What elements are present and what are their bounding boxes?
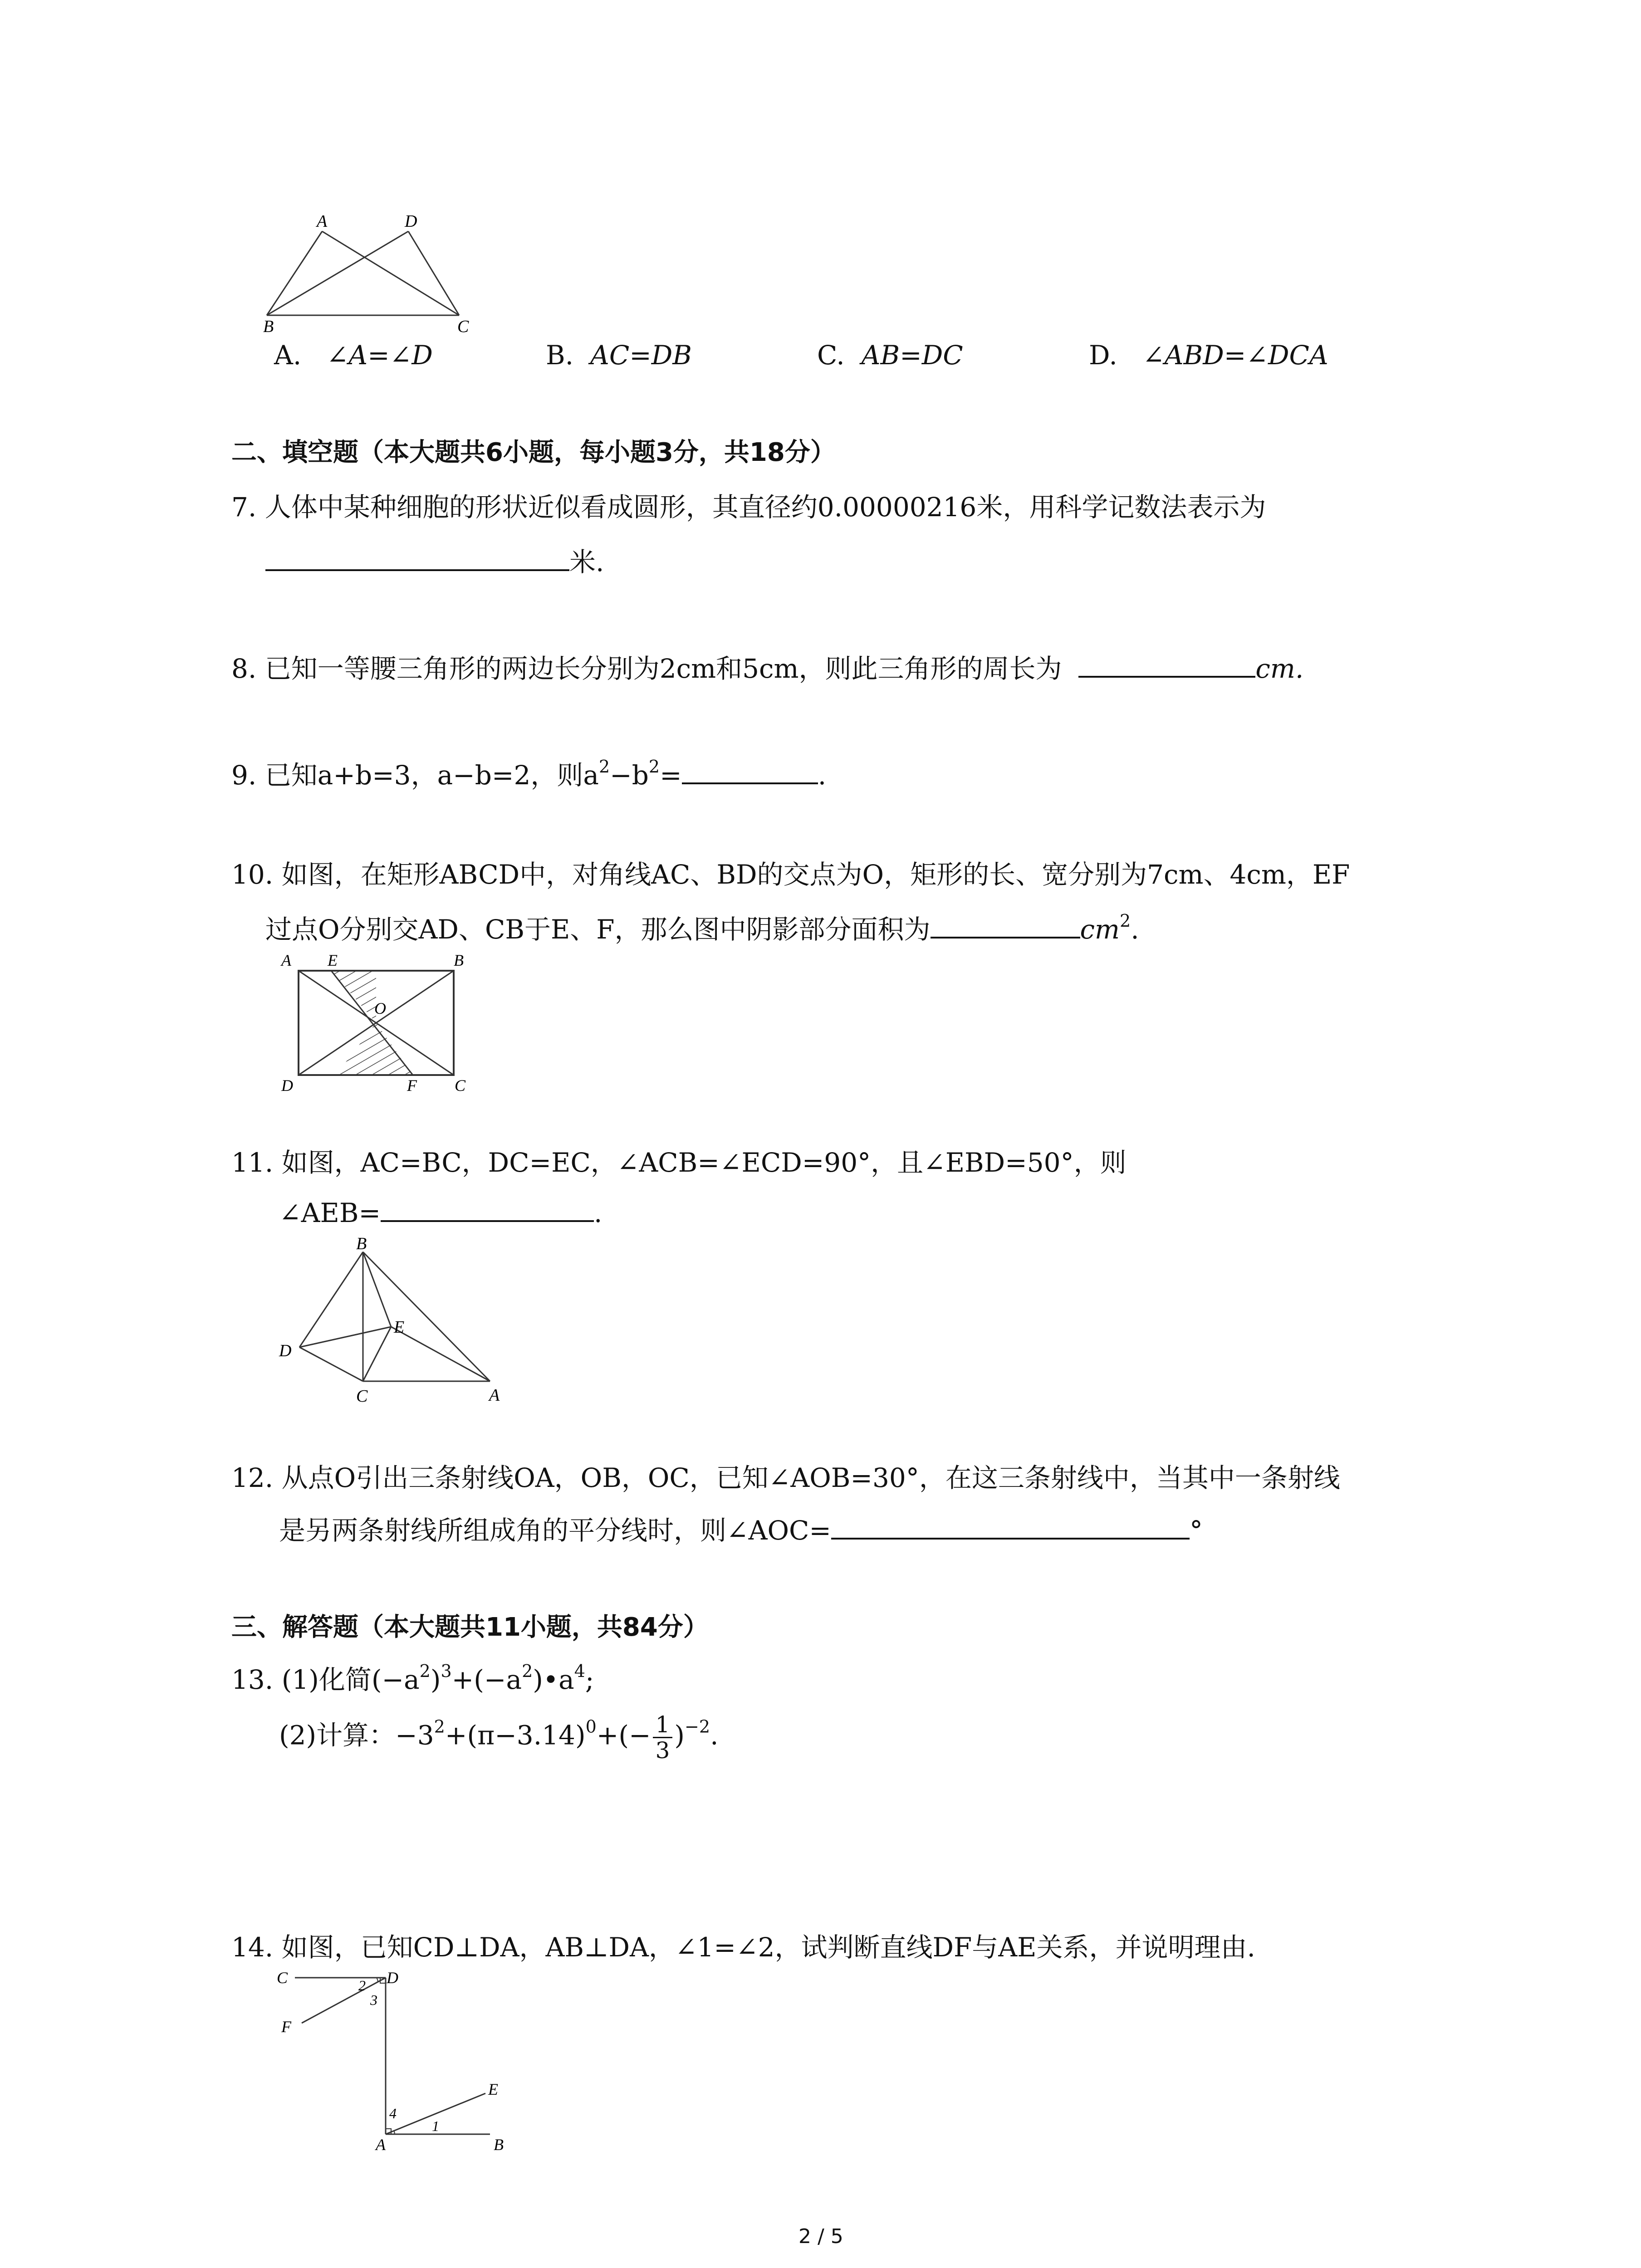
option-a (274, 338, 433, 372)
q13-p1-m3: )•a (533, 1664, 574, 1695)
q13-p1-end: ; (585, 1664, 594, 1695)
q13-frac-den: 3 (655, 1737, 670, 1764)
option-a-text: ∠A=∠D (326, 340, 433, 371)
q6-label-d: D (405, 212, 417, 231)
q12-text: 是另两条射线所组成角的平分线时，则∠AOC= (279, 1515, 832, 1546)
q14-label-f: F (281, 2018, 291, 2036)
q6-label-b: B (263, 317, 274, 336)
q13-p2-pre: (2)计算：−3 (279, 1720, 434, 1751)
q11-line1: 11. 如图，AC=BC，DC=EC，∠ACB=∠ECD=90°，且∠EBD=50°，则 (231, 1147, 1127, 1178)
q8-blank[interactable] (1078, 649, 1255, 678)
q10-unit-sup: 2 (1120, 911, 1131, 931)
q13-fraction (653, 1712, 673, 1763)
q13-p2-m1: +(π−3.14) (445, 1720, 586, 1751)
q8-unit: cm. (1255, 653, 1304, 684)
q11-label-a: A (489, 1386, 500, 1405)
q13-p1-pre: (1)化简(−a (281, 1664, 420, 1695)
q10-label-b: B (454, 951, 464, 969)
section-2-heading: 二、填空题（本大题共6小题，每小题3分，共18分） (231, 438, 836, 467)
q11-figure (272, 1234, 526, 1415)
q13-p2-sup1: 2 (434, 1716, 445, 1737)
q11-line2 (279, 1193, 602, 1230)
q8-question (231, 649, 1303, 686)
option-d (1089, 338, 1328, 372)
q7-tail: 米. (569, 547, 604, 577)
section-3-heading: 三、解答题（本大题共11小题，共84分） (231, 1613, 709, 1642)
q12-line2 (279, 1510, 1203, 1548)
q10-label-c: C (455, 1076, 466, 1095)
q14-text: 14. 如图，已知CD⊥DA，AB⊥DA，∠1=∠2，试判断直线DF与AE关系，并说明理由. (231, 1932, 1255, 1963)
q13-p1-sup1: 2 (419, 1661, 431, 1681)
q13-p2-m2: +(− (596, 1720, 651, 1751)
q10-text: 过点O分别交AD、CB于E、F，那么图中阴影部分面积为 (265, 914, 931, 945)
q13-p1-sup3: 2 (522, 1661, 533, 1681)
q12-blank[interactable] (831, 1510, 1190, 1540)
q9-sup2: 2 (648, 757, 660, 777)
q10-end: . (1131, 914, 1139, 945)
option-a-letter: A. (274, 340, 302, 371)
q13-number: 13. (231, 1664, 274, 1695)
q11-label-d: D (279, 1341, 292, 1360)
q13-p1-sup4: 4 (574, 1661, 585, 1681)
q10-blank[interactable] (931, 909, 1080, 938)
q14-label-d: D (387, 1969, 398, 1987)
q14-label-e: E (488, 2080, 498, 2098)
q13-p2-m3: ) (674, 1720, 685, 1751)
q7-answer-line (265, 542, 604, 579)
q10-label-f: F (407, 1076, 417, 1095)
q6-label-a: A (317, 212, 328, 231)
q9-mid: −b (610, 760, 649, 791)
q10-label-o: O (374, 999, 386, 1017)
q14-label-b: B (494, 2136, 504, 2154)
q7-text: 7. 人体中某种细胞的形状近似看成圆形，其直径约0.00000216米，用科学记数法表示为 (231, 492, 1266, 523)
option-d-text: ∠ABD=∠DCA (1142, 340, 1328, 371)
q13-p1-sup2: 3 (441, 1661, 452, 1681)
q13-p1-m1: ) (430, 1664, 441, 1695)
q14-label-a: A (376, 2136, 386, 2154)
option-d-letter: D. (1089, 340, 1117, 371)
q14-label-c: C (277, 1969, 288, 1987)
option-c (817, 338, 963, 372)
option-b-letter: B. (546, 340, 574, 371)
q13-part2 (279, 1712, 719, 1763)
q13-p1-m2: +(−a (451, 1664, 522, 1695)
q14-label-4: 4 (389, 2105, 397, 2121)
q12-line1: 12. 从点O引出三条射线OA，OB，OC，已知∠AOB=30°，在这三条射线中，当其中一条射线 (231, 1462, 1340, 1493)
q9-sup1: 2 (598, 757, 610, 777)
option-b-text: AC=DB (590, 340, 692, 371)
q6-label-c: C (457, 317, 469, 336)
q10-figure (277, 950, 476, 1095)
q13-part1 (231, 1662, 594, 1697)
q9-end: . (818, 760, 827, 791)
q10-label-e: E (328, 951, 338, 969)
q10-line2 (265, 909, 1139, 947)
q11-text: ∠AEB= (279, 1198, 381, 1228)
q12-end: ° (1190, 1515, 1203, 1546)
q6-figure (263, 212, 472, 336)
q14-figure (268, 1964, 522, 2155)
q7-blank[interactable] (265, 542, 569, 571)
q10-line1: 10. 如图，在矩形ABCD中，对角线AC、BD的交点为O，矩形的长、宽分别为7cm、4cm，EF (231, 859, 1350, 890)
q13-p2-sup3: −2 (685, 1716, 710, 1737)
q9-question (231, 755, 826, 792)
q11-label-e: E (394, 1318, 405, 1337)
page-number: 2 / 5 (798, 2225, 843, 2248)
q14-label-1: 1 (432, 2118, 439, 2134)
q9-eq: = (660, 760, 682, 791)
q13-p2-end: . (710, 1720, 719, 1751)
q11-label-b: B (356, 1234, 367, 1253)
q14-label-3: 3 (370, 1992, 377, 2008)
q13-p2-sup2: 0 (585, 1716, 597, 1737)
q14-label-2: 2 (358, 1977, 366, 1994)
q13-frac-num: 1 (653, 1712, 673, 1738)
q11-end: . (594, 1198, 603, 1228)
q9-pre: 9. 已知a+b=3，a−b=2，则a (231, 760, 599, 791)
q10-label-a: A (281, 951, 291, 969)
option-c-text: AB=DC (861, 340, 963, 371)
q11-label-c: C (356, 1387, 368, 1406)
q8-text: 8. 已知一等腰三角形的两边长分别为2cm和5cm，则此三角形的周长为 (231, 653, 1062, 684)
option-b (546, 338, 692, 372)
q11-blank[interactable] (381, 1193, 594, 1222)
q9-blank[interactable] (682, 755, 818, 784)
q10-label-d: D (281, 1076, 293, 1095)
option-c-letter: C. (817, 340, 845, 371)
q10-unit: cm (1080, 914, 1120, 945)
